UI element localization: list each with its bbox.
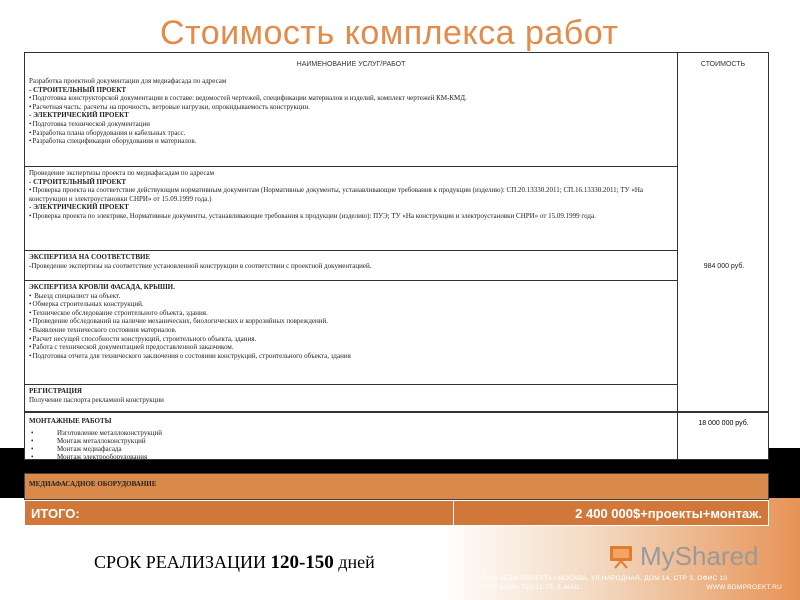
section-line: ЭКСПЕРТИЗА НА СООТВЕТСТВИЕ <box>29 253 151 261</box>
section-line: -Проведение экспертизы на соответствие установленной конструкции в соответствии с проектной документацией. <box>29 261 372 270</box>
watermark-logo <box>606 540 759 572</box>
section-line: РЕГИСТРАЦИЯ <box>29 387 82 395</box>
section-registration <box>24 385 678 412</box>
media-equipment-row: МЕДИАФАСАДНОЕ ОБОРУДОВАНИЕ <box>24 473 769 500</box>
footer-website[interactable]: WWW.BDMPROEKT.RU <box>706 584 782 591</box>
section-line: - ЭЛЕКТРИЧЕСКИЙ ПРОЕКТ <box>29 111 129 120</box>
section-line: - СТРОИТЕЛЬНЫЙ ПРОЕКТ <box>29 85 127 94</box>
total-label: ИТОГО: <box>31 506 80 521</box>
list-item: • Монтаж электрооборудования <box>57 453 162 461</box>
watermark-text: MyShared <box>640 540 759 571</box>
header-services: НАИМЕНОВАНИЕ УСЛУГ/РАБОТ <box>24 52 678 76</box>
section-line: • Работа с технической документацией предоставленной заказчиком. <box>29 343 673 352</box>
section-line: • Проверка проекта на соответствие действующим нормативным документам (Нормативные документы, устанавливающие требования к продукции (изделию): СП.20.13330.2011; СП.16.13330.2011; ТУ «На конструкции и электроустановки СНРИ» от 15.09.1999 года.) <box>29 186 673 203</box>
section-line: • Подготовка отчета для технического заключения о состоянии конструкций, строительного объекта, здания <box>29 352 673 361</box>
section-intro: Разработка проектной документации для медиафасада по адресам <box>29 77 227 85</box>
term-prefix: СРОК РЕАЛИЗАЦИИ <box>94 552 266 572</box>
section-line: • Расчет несущей способности конструкций, строительного объекта, здания. <box>29 335 673 344</box>
montage-title: МОНТАЖНЫЕ РАБОТЫ <box>29 417 112 425</box>
section-line: - СТРОИТЕЛЬНЫЙ ПРОЕКТ <box>29 177 127 186</box>
section-expertise-roof <box>24 281 678 385</box>
term-suffix: дней <box>338 552 375 572</box>
montage-list <box>57 429 162 461</box>
section-line: • Выезд специалист на объект. <box>29 292 673 301</box>
list-item: • Изготовление металлоконструкций <box>57 429 162 437</box>
section-line: ЭКСПЕРТИЗА КРОВЛИ ФАСАДА, КРЫШИ. <box>29 283 175 291</box>
section-line: Получение паспорта рекламной конструкции <box>29 395 164 404</box>
page-title: Стоимость комплекса работ <box>160 14 619 52</box>
implementation-term <box>94 552 375 574</box>
list-item: • Монтаж металлоконструкций <box>57 437 162 445</box>
total-divider <box>453 501 454 525</box>
section-line: • Проведение обследований на наличие механических, биологических и коррозийных повреждений. <box>29 317 673 326</box>
section-line: • Разработка спецификации оборудования и материалов. <box>29 137 673 146</box>
presentation-board-icon <box>606 542 636 570</box>
term-range: 120-150 <box>270 552 334 573</box>
section-design <box>24 75 678 167</box>
section-line: • Подготовка конструкторской документации в составе: ведомостей чертежей, спецификации материалов и изделий, комплект чертежей КМ-КМД. <box>29 94 673 103</box>
footer-address: ООО «БДМ ПРОЕКТ» г.МОСКВА, УЛ.НАРОДНАЯ, ДОМ 14, СТР 3, ОФИС 10 <box>482 575 728 582</box>
section-expertise-project <box>24 167 678 251</box>
total-row <box>24 500 769 526</box>
total-value: 2 400 000$+проекты+монтаж. <box>575 506 762 521</box>
section-expertise-compliance <box>24 251 678 281</box>
section-line: • Подготовка технической документации <box>29 120 673 129</box>
list-item: • Монтаж медиафасада <box>57 445 162 453</box>
header-price: СТОИМОСТЬ <box>677 52 769 76</box>
section-line: - ЭЛЕКТРИЧЕСКИЙ ПРОЕКТ <box>29 203 129 212</box>
montage-block <box>24 412 769 460</box>
section-line: • Проверка проекта по электрике, Нормативные документы, устанавливающие требования к продукции (изделию): ПУЭ; ТУ «На конструкции и электроустановки СНРИ» от 15.09.1999 года. <box>29 212 673 221</box>
section-line: • Обмерка строительных конструкций. <box>29 300 673 309</box>
section-line: • Разработка плана оборудования и кабельных трасс. <box>29 129 673 138</box>
price-main: 984 000 руб. <box>703 263 745 270</box>
section-line: • Расчетная часть: расчеты на прочность, ветровые нагрузки, опрокидываемость конструкции. <box>29 103 673 112</box>
company-footer <box>482 574 782 592</box>
price-column <box>677 75 769 412</box>
section-line: • Техническое обследование строительного объекта, здания. <box>29 309 673 318</box>
section-intro: Проведение экспертизы проекта по медиафасадам по адресам <box>29 169 215 177</box>
footer-contacts: ТЕЛ: 8(495) 722-11-73, E-MAIL: <box>482 584 583 591</box>
montage-price: 18 000 000 руб. <box>677 412 769 460</box>
section-line: • Выявление технического состояния материалов. <box>29 326 673 335</box>
